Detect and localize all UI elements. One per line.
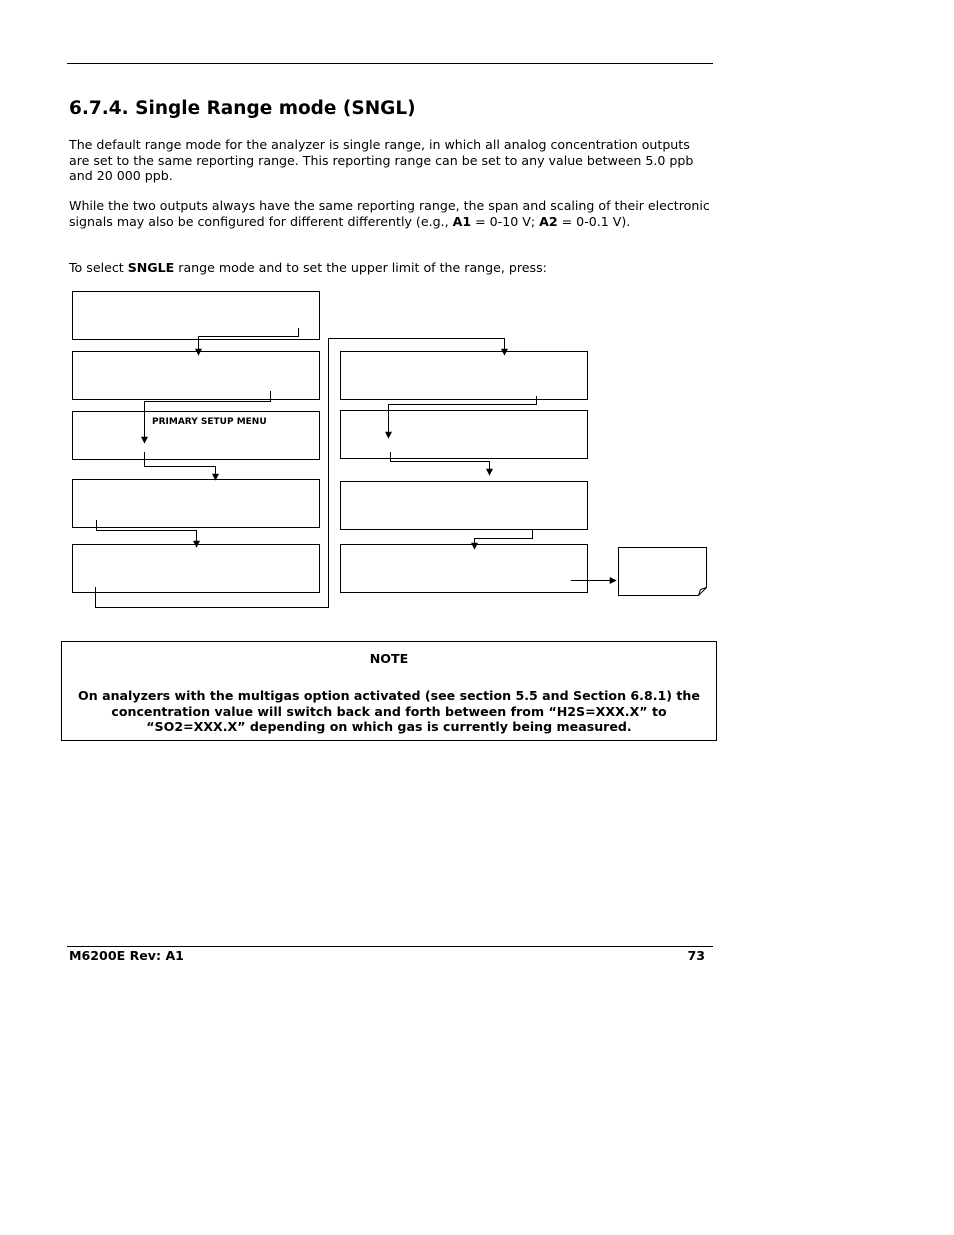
connector-4 <box>97 520 197 547</box>
note-box <box>61 641 717 741</box>
screen-box-left-2 <box>73 352 320 400</box>
footer-rule <box>67 946 713 947</box>
paragraph-default-range: The default range mode for the analyzer is single range, in which all analog concentration outputs are set to the same reporting range. This reporting range can be set to any value between 5.0 ppb and 20 000 ppb. <box>69 137 694 183</box>
connector-5 <box>96 339 505 608</box>
connector-8 <box>475 530 533 549</box>
note-sheet-icon <box>619 548 707 596</box>
screen-box-right-3 <box>341 482 588 530</box>
screen-box-left-1 <box>73 292 320 340</box>
output-a1-label: A1 <box>452 213 472 229</box>
footer-doc-rev: M6200E Rev: A1 <box>69 948 184 963</box>
connector-1 <box>199 328 299 355</box>
connector-3 <box>145 452 216 480</box>
note-title: NOTE <box>369 651 409 666</box>
section-number: 6.7.4. <box>69 98 129 119</box>
paragraph-select-text-2: range mode and to set the upper limit of the range, press: <box>174 260 547 275</box>
primary-setup-menu-label: PRIMARY SETUP MENU <box>152 417 267 427</box>
note-body: On analyzers with the multigas option activated (see section 5.5 and Section 6.8.1) the concentration value will switch back and forth between from “H2S=XXX.X” to “SO2=XXX.X” depending on which gas is currently being measured. <box>78 688 700 734</box>
sngle-keyword: SNGLE <box>127 260 175 275</box>
screen-box-right-2 <box>341 411 588 459</box>
connector-6 <box>389 396 537 438</box>
connector-7 <box>391 452 490 475</box>
screen-box-right-1 <box>341 352 588 400</box>
paragraph-select-text-1: To select <box>69 260 128 275</box>
screen-box-right-4 <box>341 545 588 593</box>
output-a2-label: A2 <box>539 213 558 229</box>
screen-box-left-5 <box>73 545 320 593</box>
section-title: Single Range mode (SNGL) <box>135 98 416 119</box>
paragraph-outputs-text-2: = 0-10 V; <box>471 213 540 229</box>
footer-page-number: 73 <box>687 948 705 963</box>
paragraph-outputs-text-1: While the two outputs always have the same reporting range, the span and scaling of their electronic signals may also be configured for different differently (e.g., <box>69 198 710 229</box>
screen-box-left-4 <box>73 480 320 528</box>
paragraph-outputs-text-3: = 0-0.1 V). <box>557 213 631 229</box>
